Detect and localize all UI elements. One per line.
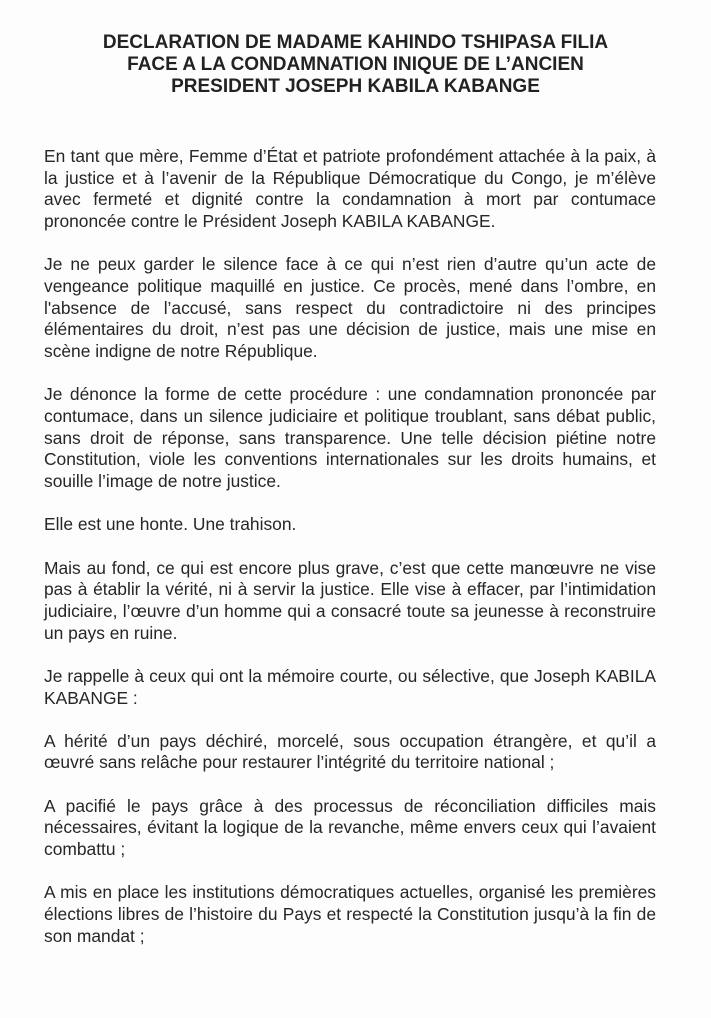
paragraph-manoeuvre: Mais au fond, ce qui est encore plus grave, c’est que cette manœuvre ne vise pas à établir la vérité, ni à servir la justice. Elle vise à effacer, par l’intimidation judiciaire, l’œuvre d’un homme qui a consacré toute sa jeunesse à reconstruire un pays en ruine. (44, 557, 656, 643)
paragraph-reminder: Je rappelle à ceux qui ont la mémoire courte, ou sélective, que Joseph KABILA KABANGE : (44, 665, 656, 708)
paragraph-shame: Elle est une honte. Une trahison. (44, 514, 297, 535)
paragraph-denunciation: Je dénonce la forme de cette procédure : une condamnation prononcée par contumace, dans un silence judiciaire et politique troublant, sans débat public, sans droit de réponse, sans transparence. Une telle décision piétine notre Constitution, viole les conventions internationales sur les droits humains, et souille l’image de notre justice. (44, 384, 656, 492)
paragraph-pacified: A pacifié le pays grâce à des processus de réconciliation difficiles mais nécessaires, évitant la logique de la revanche, même envers ceux qui l’avaient combattu ; (44, 795, 656, 860)
title-line-1: DECLARATION DE MADAME KAHINDO TSHIPASA FILIA (102, 32, 609, 53)
paragraph-intro: En tant que mère, Femme d’État et patriote profondément attachée à la paix, à la justice et à l’avenir de la République Démocratique du Congo, je m’élève avec fermeté et dignité contre la condamnation à mort par contumace prononcée contre le Président Joseph KABILA KABANGE. (44, 146, 656, 232)
title-line-2: FACE A LA CONDAMNATION INIQUE DE L’ANCIEN (127, 54, 584, 75)
paragraph-silence: Je ne peux garder le silence face à ce qui n’est rien d’autre qu’un acte de vengeance politique maquillé en justice. Ce procès, mené dans l’ombre, en l'absence de l’accusé, sans respect du contradictoire ni des principes élémentaires du droit, n’est pas une décision de justice, mais une mise en scène indigne de notre République. (44, 254, 656, 362)
document-body (44, 146, 656, 969)
document-title (40, 32, 671, 98)
paragraph-institutions: A mis en place les institutions démocratiques actuelles, organisé les premières élections libres de l’histoire du Pays et respecté la Constitution jusqu’à la fin de son mandat ; (44, 882, 656, 946)
paragraph-inherited: A hérité d’un pays déchiré, morcelé, sous occupation étrangère, et qu’il a œuvré sans relâche pour restaurer l’intégrité du territoire national ; (44, 730, 656, 773)
title-line-3: PRESIDENT JOSEPH KABILA KABANGE (171, 76, 540, 97)
